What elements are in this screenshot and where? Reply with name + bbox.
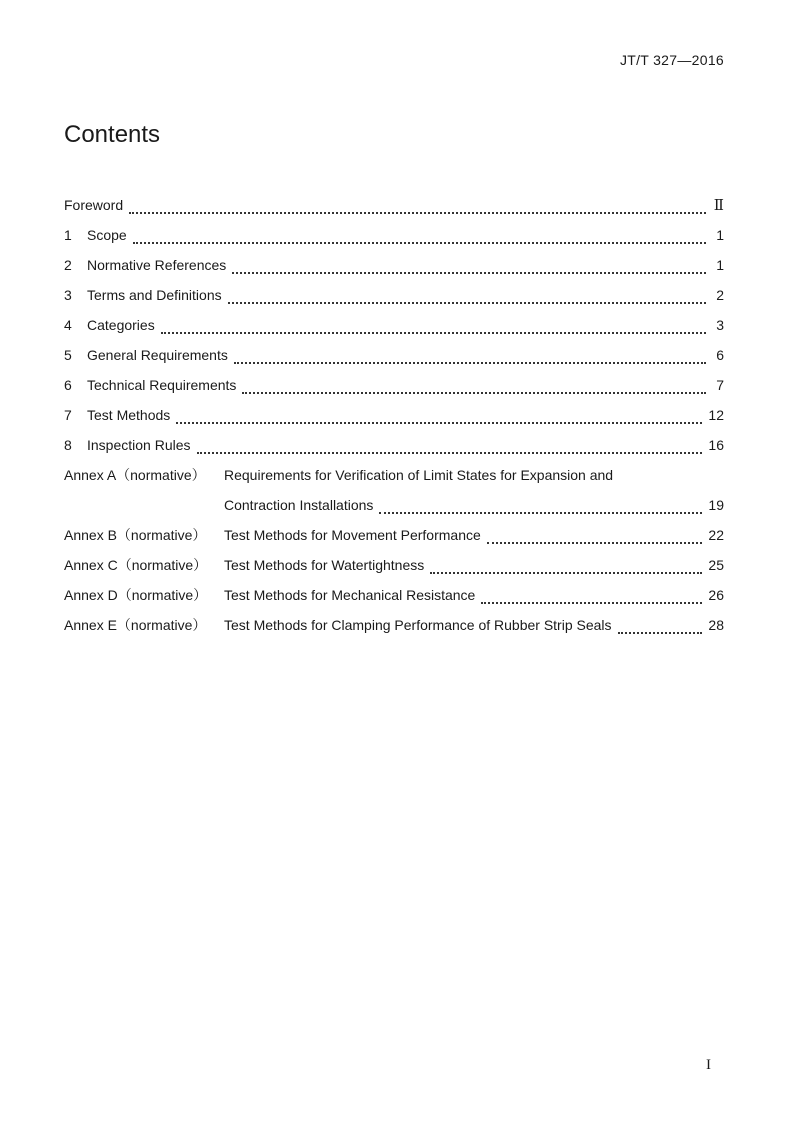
toc-entry-label: Categories [87,317,155,333]
annex-prefix: Annex E（normative） [64,617,207,633]
toc-entry-label: General Requirements [87,347,228,363]
toc-entry-label: Terms and Definitions [87,287,222,303]
toc-entry-page: 19 [708,497,724,513]
toc-entry-normative-references[interactable] [64,253,724,283]
toc-entry-label: Inspection Rules [87,437,191,453]
toc-entry-number: 5 [64,347,72,363]
toc-entry-page: 2 [716,287,724,303]
dot-leader [161,332,706,334]
toc-entry-label: Test Methods for Mechanical Resistance [224,587,476,603]
dot-leader [133,242,706,244]
toc-entry-annex-b[interactable] [64,523,724,553]
toc-entry-page: 16 [708,437,724,453]
toc-entry-annex-a-continued[interactable] [64,493,724,523]
toc-entry-page: 3 [716,317,724,333]
toc-entry-annex-c[interactable] [64,553,724,583]
dot-leader [228,302,706,304]
toc-entry-number: 3 [64,287,72,303]
annex-prefix: Annex A（normative） [64,467,206,483]
annex-prefix: Annex B（normative） [64,527,207,543]
toc-entry-label: Test Methods for Movement Performance [224,527,481,543]
toc-entry-label: Foreword [64,197,124,213]
toc-entry-number: 8 [64,437,72,453]
toc-entry-number: 7 [64,407,72,423]
dot-leader [487,542,703,544]
toc-entry-test-methods[interactable] [64,403,724,433]
toc-entry-label: Technical Requirements [87,377,237,393]
toc-entry-page: 22 [708,527,724,543]
toc-entry-annex-d[interactable] [64,583,724,613]
toc-entry-page: 1 [716,227,724,243]
toc-entry-label: Test Methods for Watertightness [224,557,425,573]
toc-entry-page: 26 [708,587,724,603]
toc-entry-page: 25 [708,557,724,573]
toc-entry-number: 4 [64,317,72,333]
toc-entry-label: Normative References [87,257,227,273]
toc-entry-page: 28 [708,617,724,633]
toc-entry-label: Requirements for Verification of Limit States for Expansion and [224,467,614,483]
toc-entry-number: 2 [64,257,72,273]
toc-entry-page: 7 [716,377,724,393]
toc-entry-annex-e[interactable] [64,613,724,643]
toc-entry-inspection-rules[interactable] [64,433,724,463]
annex-prefix: Annex C（normative） [64,557,208,573]
toc-entry-label: Scope [87,227,127,243]
toc-entry-page: 12 [708,407,724,423]
toc-entry-terms-and-definitions[interactable] [64,283,724,313]
dot-leader [430,572,702,574]
annex-prefix: Annex D（normative） [64,587,208,603]
dot-leader [197,452,703,454]
dot-leader [242,392,706,394]
toc-entry-general-requirements[interactable] [64,343,724,373]
toc-entry-page: Ⅱ [713,198,724,214]
toc-entry-number: 1 [64,227,72,243]
toc-entry-page: 1 [716,257,724,273]
page-title: Contents [64,121,161,148]
dot-leader [129,212,706,214]
table-of-contents [64,193,724,643]
toc-entry-technical-requirements[interactable] [64,373,724,403]
toc-entry-label: Contraction Installations [224,497,374,513]
dot-leader [481,602,702,604]
dot-leader [232,272,706,274]
toc-entry-page: 6 [716,347,724,363]
toc-entry-scope[interactable] [64,223,724,253]
dot-leader [618,632,703,634]
toc-entry-foreword[interactable] [64,193,724,223]
toc-entry-number: 6 [64,377,72,393]
dot-leader [176,422,702,424]
toc-entry-categories[interactable] [64,313,724,343]
dot-leader [234,362,706,364]
toc-entry-label: Test Methods [87,407,171,423]
toc-entry-annex-a[interactable] [64,463,724,493]
dot-leader [379,512,702,514]
toc-entry-label: Test Methods for Clamping Performance of Rubber Strip Seals [224,617,612,633]
page-folio: I [706,1057,711,1073]
document-code: JT/T 327—2016 [619,52,724,68]
